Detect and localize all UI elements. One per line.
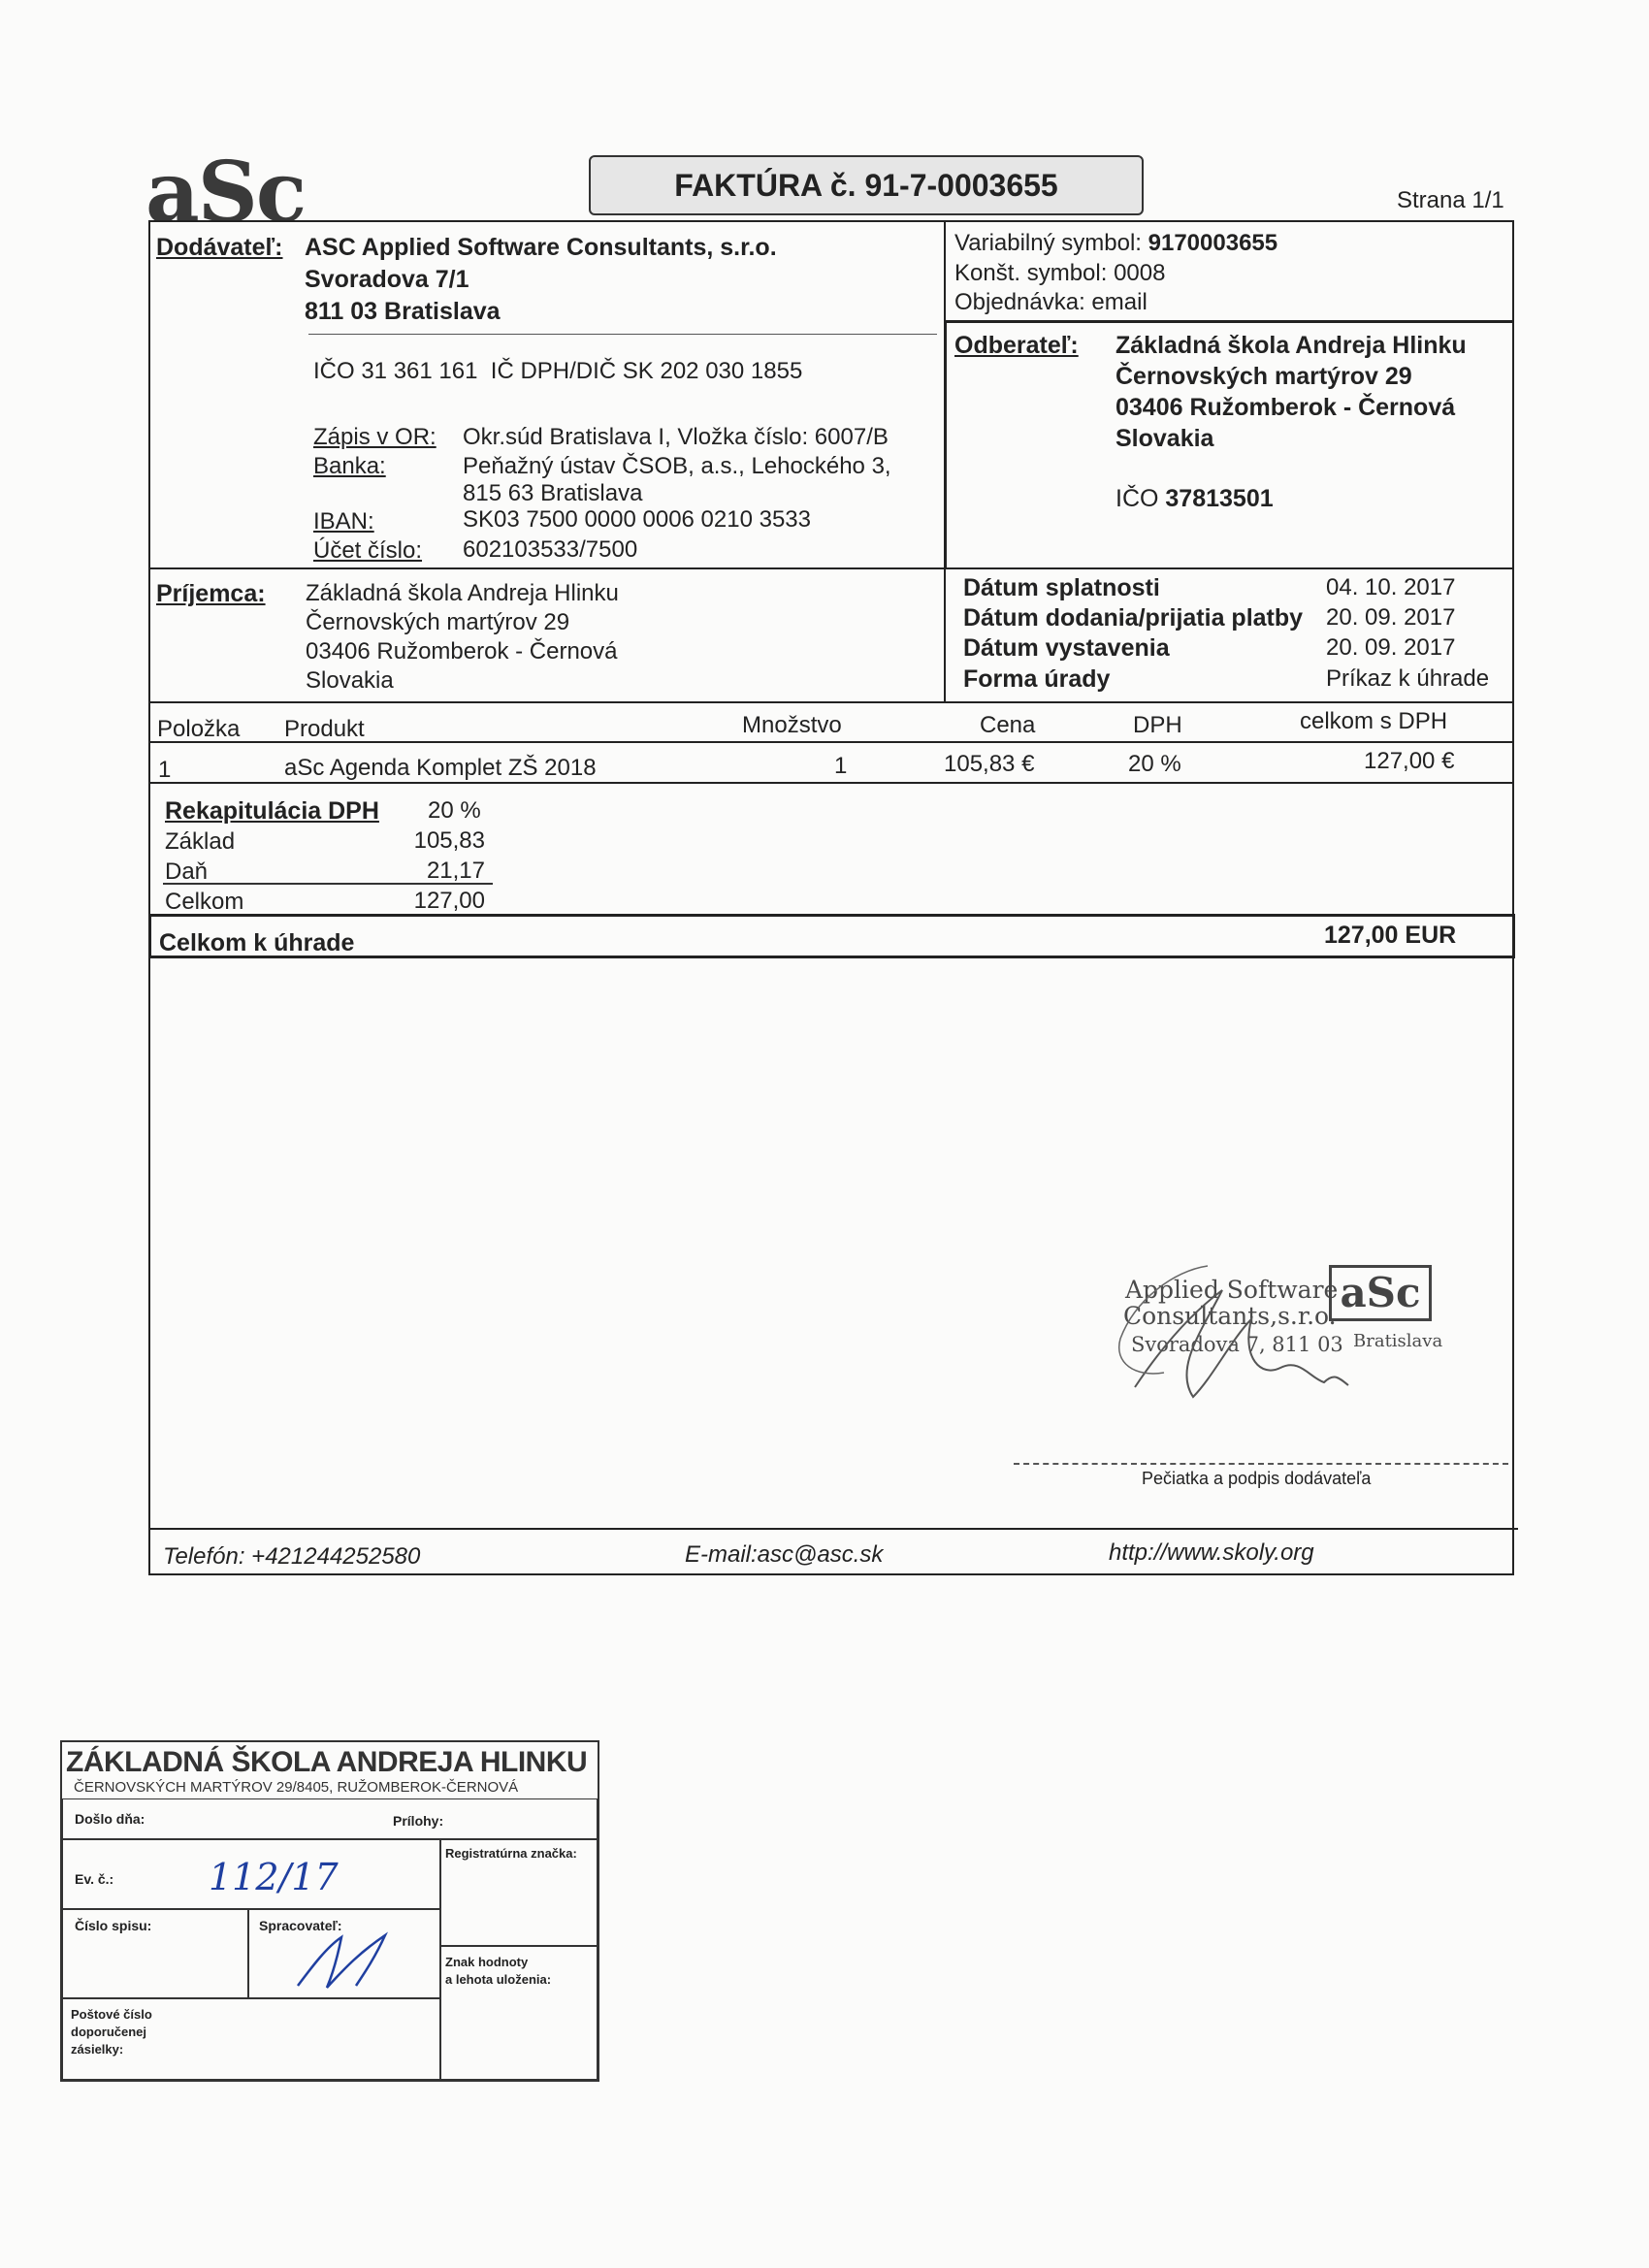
customer-ico-value: 37813501 [1165,485,1274,512]
registry-address: ČERNOVSKÝCH MARTÝROV 29/8405, RUŽOMBEROK-ČERNOVÁ [74,1779,519,1796]
col-product: Produkt [284,716,365,742]
registry-post [62,1998,440,2080]
bank-line2: 815 63 Bratislava [463,480,643,506]
delivery-date-value: 20. 09. 2017 [1326,604,1456,631]
registry-label: Zápis v OR: [313,424,436,450]
vat-total-label: Celkom [165,889,244,915]
registry-file-no-label: Číslo spisu: [75,1918,152,1933]
footer-phone: Telefón: +421244252580 [163,1543,421,1570]
table-row-qty: 1 [834,753,848,779]
stamp-line4: Bratislava [1353,1331,1443,1351]
total-due-label: Celkom k úhrade [159,929,355,956]
registry-post-3: zásielky: [71,2042,124,2057]
order-ref: Objednávka: email [954,289,1148,315]
supplier-city: 811 03 Bratislava [305,298,501,325]
table-row-product: aSc Agenda Komplet ZŠ 2018 [284,755,597,781]
signature-line [1014,1463,1508,1465]
vat-tax-label: Daň [165,859,209,885]
variable-symbol-value: 9170003655 [1148,230,1278,256]
divider [944,320,947,567]
registry-stamp [60,1740,599,2082]
vat-recap-rate: 20 % [428,797,481,824]
stamp-logo: aSc [1329,1265,1432,1321]
divider [944,320,1514,323]
company-logo: aSc [146,144,306,242]
col-item: Položka [157,716,241,742]
registry-row-received [62,1798,598,1839]
recipient-country: Slovakia [306,667,394,694]
table-row-price: 105,83 € [944,751,1035,777]
col-vat: DPH [1133,712,1182,738]
col-price: Cena [980,712,1036,738]
registry-ev-value: 112/17 [209,1856,339,1898]
registry-value: Okr.súd Bratislava I, Vložka číslo: 6007/B [463,424,889,450]
registry-post-2: doporučenej [71,2025,147,2039]
registry-processed-label: Spracovateľ: [259,1918,342,1933]
recipient-name: Základná škola Andreja Hlinku [306,580,619,606]
registry-attachments: Prílohy: [393,1813,444,1829]
registry-value-mark-2: a lehota uloženia: [445,1972,552,1987]
supplier-street: Svoradova 7/1 [305,266,469,293]
vat-recap-title: Rekapitulácia DPH [165,797,379,825]
table-row-total: 127,00 € [1364,748,1455,774]
table-row-item: 1 [158,757,172,783]
supplier-ids: IČO 31 361 161 IČ DPH/DIČ SK 202 030 1855 [313,358,803,384]
registry-school: ZÁKLADNÁ ŠKOLA ANDREJA HLINKU [66,1746,588,1778]
table-row-vat: 20 % [1128,751,1181,777]
registry-value-mark [440,1946,598,2080]
iban-value: SK03 7500 0000 0006 0210 3533 [463,506,812,533]
signature-icon [1116,1261,1465,1407]
registry-processed [248,1909,440,1998]
bank-line1: Peňažný ústav ČSOB, a.s., Lehockého 3, [463,453,891,479]
signature-caption: Pečiatka a podpis dodávateľa [1142,1469,1372,1488]
variable-symbol-label: Variabilný symbol: [954,230,1142,256]
issue-date-label: Dátum vystavenia [963,634,1170,662]
bank-label: Banka: [313,453,386,479]
payment-form-label: Forma úrady [963,665,1111,693]
page-number: Strana 1/1 [1397,187,1504,213]
customer-name: Základná škola Andreja Hlinku [1116,332,1467,359]
issue-date-value: 20. 09. 2017 [1326,634,1456,661]
customer-street: Černovských martýrov 29 [1116,363,1412,390]
payment-form-value: Príkaz k úhrade [1326,665,1490,692]
company-stamp [1116,1261,1465,1407]
customer-ico-label: IČO [1116,485,1159,512]
initials-icon [288,1928,404,1995]
total-due-value: 127,00 EUR [1324,922,1457,949]
supplier-name: ASC Applied Software Consultants, s.r.o. [305,234,777,261]
vat-base-label: Základ [165,828,236,855]
recipient-label: Príjemca: [156,580,266,607]
divider [163,883,493,885]
vat-tax-value: 21,17 [426,858,485,884]
stamp-line2: Consultants,s.r.o. [1123,1302,1337,1330]
registry-file-no [62,1909,248,1998]
iban-label: IBAN: [313,508,374,535]
items-frame [148,702,1514,1575]
supplier-label: Dodávateľ: [156,234,283,261]
stamp-line3: Svoradova 7, 811 03 [1131,1333,1343,1356]
delivery-date-label: Dátum dodania/prijatia platby [963,604,1304,632]
customer-ico [1116,483,1274,514]
divider [148,567,1514,569]
customer-country: Slovakia [1116,425,1214,452]
due-date-value: 04. 10. 2017 [1326,574,1456,600]
registry-reg-mark [440,1839,598,1946]
footer-email: E-mail:asc@asc.sk [685,1541,884,1568]
registry-reg-mark-label: Registratúrna značka: [445,1846,577,1861]
divider [308,334,937,335]
registry-post-1: Poštové číslo [71,2007,152,2022]
divider [944,567,946,703]
account-value: 602103533/7500 [463,536,638,563]
account-label: Účet číslo: [313,537,423,564]
registry-ev-label: Ev. č.: [75,1871,114,1887]
registry-received: Došlo dňa: [75,1811,146,1827]
invoice-title: FAKTÚRA č. 91-7-0003655 [589,155,1144,215]
footer-website: http://www.skoly.org [1109,1539,1314,1566]
vat-total-value: 127,00 [413,888,485,914]
stamp-line1: Applied Software [1125,1276,1339,1304]
recipient-street: Černovských martýrov 29 [306,609,570,635]
registry-value-mark-1: Znak hodnoty [445,1955,529,1969]
due-date-label: Dátum splatnosti [963,574,1160,601]
customer-city: 03406 Ružomberok - Černová [1116,394,1456,421]
col-total: celkom s DPH [1300,708,1448,734]
customer-label: Odberateľ: [954,332,1079,359]
col-qty: Množstvo [742,712,842,738]
variable-symbol [954,228,1277,258]
recipient-city: 03406 Ružomberok - Černová [306,638,618,664]
vat-base-value: 105,83 [413,827,485,854]
registry-ev [62,1839,440,1909]
constant-symbol: Konšt. symbol: 0008 [954,260,1166,286]
